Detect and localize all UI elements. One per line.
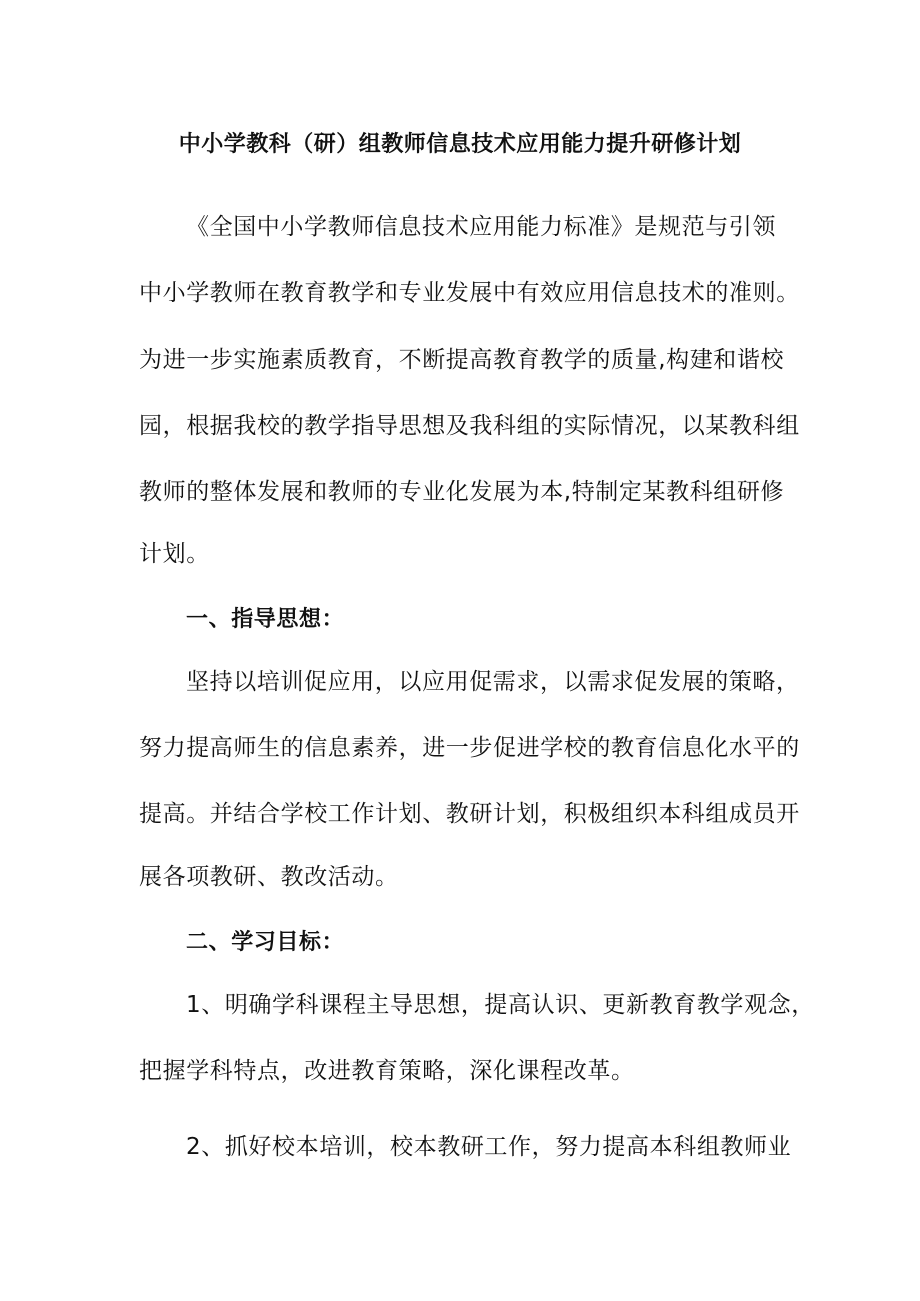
goal1-line-2: 把握学科特点，改进教育策略，深化课程改革。 bbox=[139, 1058, 635, 1084]
intro-line-5: 教师的整体发展和教师的专业化发展为本,特制定某教科组研修 bbox=[139, 479, 785, 505]
section-heading-guiding-ideology: 一、指导思想： bbox=[186, 607, 345, 632]
document-title: 中小学教科（研）组教师信息技术应用能力提升研修计划 bbox=[178, 132, 742, 157]
goal2-line-1: 2、抓好校本培训，校本教研工作，努力提高本科组教师业 bbox=[186, 1134, 792, 1160]
intro-line-3: 为进一步实施素质教育，不断提高教育教学的质量,构建和谐校 bbox=[139, 347, 785, 373]
section1-line-2: 努力提高师生的信息素养，进一步促进学校的教育信息化水平的 bbox=[139, 735, 800, 761]
intro-line-6: 计划。 bbox=[139, 541, 210, 567]
intro-line-2: 中小学教师在教育教学和专业发展中有效应用信息技术的准则。 bbox=[139, 280, 800, 306]
intro-line-4: 园，根据我校的教学指导思想及我科组的实际情况，以某教科组 bbox=[139, 413, 800, 439]
section1-line-3: 提高。并结合学校工作计划、教研计划，积极组织本科组成员开 bbox=[139, 801, 800, 827]
section-heading-learning-goals: 二、学习目标： bbox=[186, 930, 345, 955]
goal1-line-1: 1、明确学科课程主导思想，提高认识、更新教育教学观念， bbox=[186, 992, 815, 1018]
section1-line-1: 坚持以培训促应用，以应用促需求，以需求促发展的策略， bbox=[186, 669, 800, 695]
section1-line-4: 展各项教研、教改活动。 bbox=[139, 864, 399, 890]
intro-line-1: 《全国中小学教师信息技术应用能力标准》是规范与引领 bbox=[186, 214, 776, 240]
